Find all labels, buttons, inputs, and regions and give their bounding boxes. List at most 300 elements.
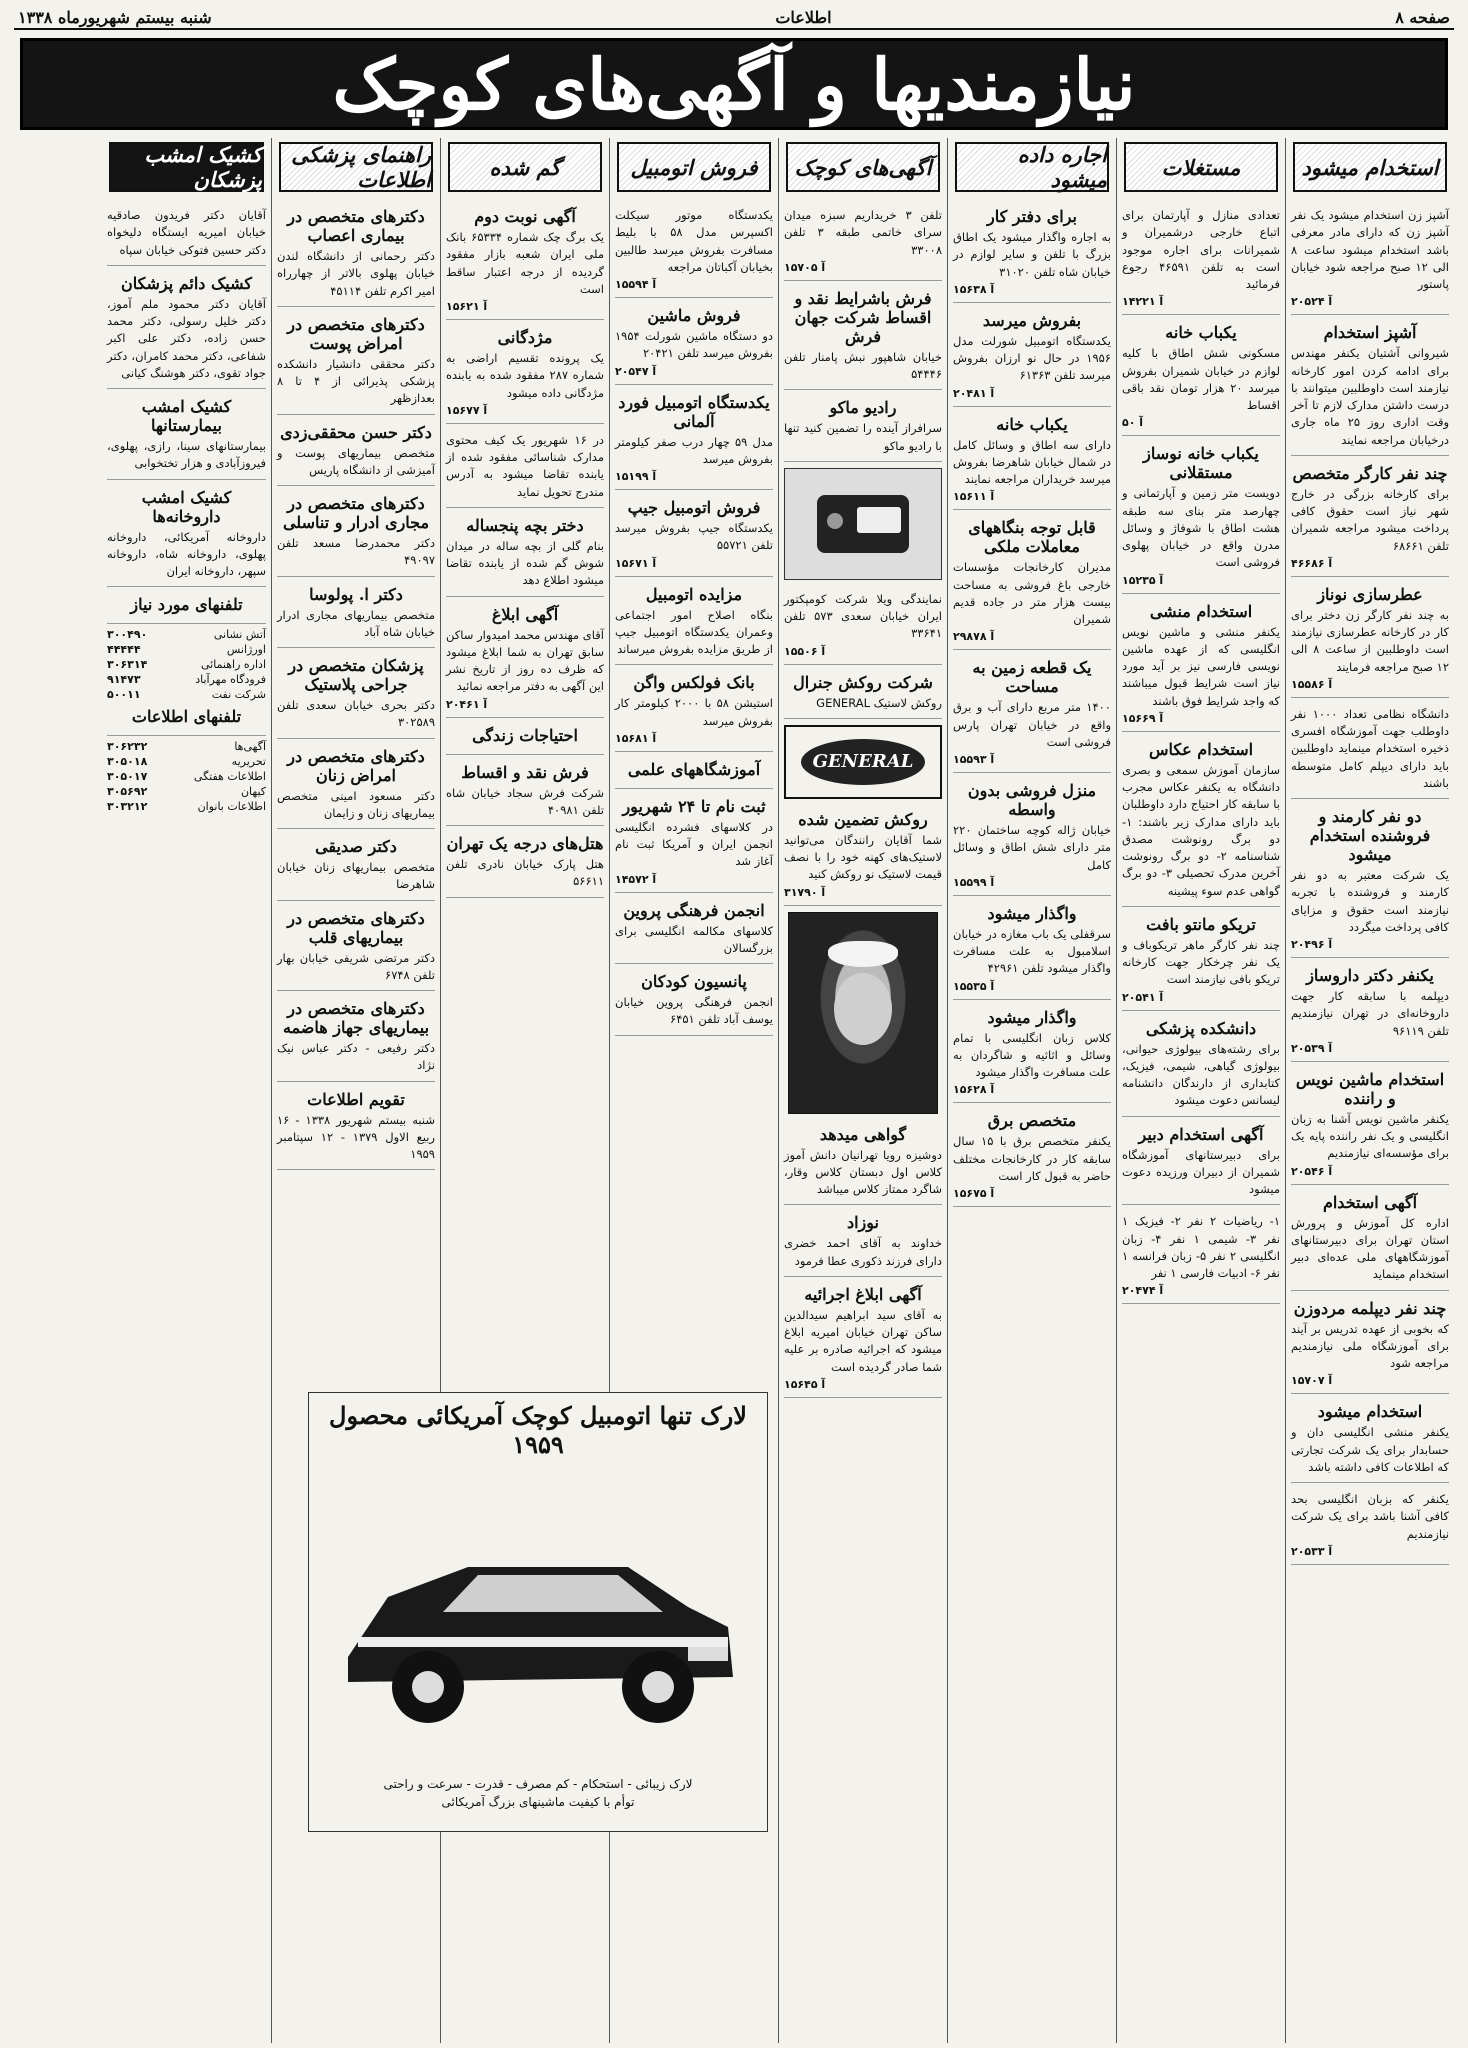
ad-item — [277, 742, 435, 830]
ad-item — [615, 301, 773, 385]
ad-item — [784, 1208, 942, 1277]
ad-item — [1291, 1188, 1449, 1291]
ad-body: دکتر مسعود امینی متخصص بیماریهای زنان و زایمان — [277, 788, 435, 820]
ad-item — [446, 202, 604, 320]
ad-title: دکتر ا. پولوسا — [309, 584, 403, 604]
ad-item — [615, 388, 773, 491]
column-night-clinics — [102, 138, 271, 2043]
ad-title: ثبت نام تا ۲۴ شهریور — [622, 796, 766, 816]
ad-title: مژدگانی — [497, 328, 553, 347]
ad-title: دختر بچه پنجساله — [466, 515, 584, 535]
ad-code: آ ۱۵۵۹۳ — [953, 753, 995, 766]
radio-dial — [857, 507, 901, 533]
ad-item — [615, 668, 773, 752]
ad-body: خیابان ژاله کوچه ساختمان ۲۲۰ متر دارای شش اطاق و وسائل کامل — [953, 823, 1111, 872]
ad-item — [1122, 910, 1280, 1011]
ad-body: شما آقایان رانندگان می‌توانید لاستیک‌های کهنه خود را با نصف قیمت لاستیک نو روکش کنید — [784, 832, 942, 882]
ad-title: پزشکان متخصص در جراحی پلاستیک — [288, 656, 424, 694]
car-illustration-icon — [328, 1467, 748, 1767]
ad-item — [1291, 701, 1449, 799]
ad-item — [615, 755, 773, 789]
ad-item — [277, 832, 435, 901]
ad-body: بنگاه اصلاح امور اجتماعی وعمران یکدستگاه اتومبیل جیپ از طریق مزایده بفروش میرساند — [615, 607, 773, 656]
ad-item — [1122, 439, 1280, 593]
column-heading: آگهی‌های کوچک — [786, 142, 940, 192]
ad-code: آ ۲۰۵۴۷ — [615, 364, 657, 378]
column-heading: مستغلات — [1124, 142, 1278, 192]
ad-item — [784, 284, 942, 391]
ad-item — [784, 393, 942, 462]
ad-body: ۱- ریاضیات ۲ نفر ۲- فیزیک ۱ نفر ۳- شیمی ۱ نفر ۴- زبان انگلیسی ۲ نفر ۵- زبان فرانسه ۱ نفر ۶- ادبیات فارسی ۱ نفر — [1122, 1214, 1280, 1280]
ad-code: آ ۱۵۶۲۸ — [953, 1083, 995, 1097]
ad-body: برای دبیرستانهای آموزشگاه شمیران از دبیران ورزیده دعوت میشود — [1122, 1147, 1280, 1196]
ad-item — [446, 721, 604, 755]
ad-title: هتل‌های درجه یک تهران — [446, 834, 604, 853]
ad-title: دو نفر کارمند و فروشنده استخدام میشود — [1309, 807, 1431, 864]
ad-title: یکباب خانه — [1165, 323, 1237, 343]
ad-code: آ ۲۰۴۸۱ — [953, 386, 995, 400]
ad-item — [277, 904, 435, 992]
ad-item — [277, 202, 435, 307]
ad-body: متخصص بیماریهای زنان خیابان شاهرضا — [277, 860, 435, 892]
ad-title: پانسیون کودکان — [641, 972, 747, 991]
ad-title: استخدام ماشین نویس و راننده — [1295, 1069, 1445, 1108]
ad-title: فرش نقد و اقساط — [461, 762, 589, 782]
ad-title: یک قطعه زمین به مساحت — [972, 658, 1092, 697]
ad-body: دکتر رفیعی - دکتر عباس نیک نژاد — [277, 1041, 435, 1073]
ad-body: آقای مهندس محمد امیدوار ساکن سابق تهران به شما ابلاغ میشود که ظرف ده روز از تاریخ نشر این آگهی به دفتر مراجعه نمائید — [446, 627, 604, 694]
ad-item — [107, 702, 266, 736]
ad-item — [615, 580, 773, 666]
car-ad-slogan: لارک زیبائی - استحکام - کم مصرف - قدرت - سرعت و راحتی — [383, 1777, 693, 1791]
ad-item — [953, 1106, 1111, 1207]
ad-item — [277, 489, 435, 577]
ad-body: داروخانه آمریکائی، داروخانه پهلوی، داروخانه شاه، داروخانه سپهر، داروخانه ایران — [107, 529, 266, 578]
ad-title: دکترهای متخصص در بیماریهای قلب — [287, 908, 425, 947]
ad-code: آ ۱۵۶۳۸ — [953, 282, 995, 296]
ad-title: قابل توجه بنگاههای معاملات ملکی — [968, 518, 1096, 557]
ad-title: دکترهای متخصص در امراض پوست — [287, 314, 425, 353]
column-small-ads — [778, 138, 947, 2043]
ad-title: شرکت روکش جنرال — [793, 672, 933, 692]
phone-number: ۳۰۵۰۱۸ — [107, 755, 148, 769]
phone-number: ۹۱۴۷۳ — [107, 673, 141, 687]
ad-body: دکتر رحمانی از دانشگاه لندن خیابان پهلوی بالاتر از چهارراه امیر اکرم تلفن ۴۵۱۱۴ — [277, 249, 435, 298]
ad-item — [1122, 735, 1280, 907]
ad-title: چند نفر کارگر متخصص — [1292, 463, 1448, 483]
ad-body: یکنفر متخصص برق با ۱۵ سال سابقه کار در کارخانجات مختلف حاضر به قبول کار است — [953, 1134, 1111, 1183]
ad-title: دکتر حسن محققی‌زدی — [280, 422, 432, 442]
ad-body: تعدادی منازل و آپارتمان برای اتباع خارجی درشمیران و شمیرانات برای اجاره موجود است به تلفن ۴۶۵۹۱ رجوع فرمائید — [1122, 208, 1280, 291]
ad-body: آشپز زن استخدام میشود یک نفر آشپز زن که دارای مادر معرفی باشد استخدام میشود ساعت ۸ الی ۱۲ صبح مراجعه شود خیابان پاستور — [1291, 208, 1449, 291]
phone-row — [107, 739, 266, 754]
ad-title: کشیک دائم پزشکان — [121, 273, 252, 293]
ad-code: آ ۲۰۴۷۴ — [1122, 1284, 1164, 1298]
ad-item — [277, 994, 435, 1082]
ad-body: دکتر مرتضی شریفی خیابان بهار تلفن ۶۷۴۸ — [277, 950, 435, 982]
ad-item — [1291, 459, 1449, 577]
radio-icon — [817, 495, 909, 553]
ad-title: کشیک امشب بیمارستانها — [141, 397, 232, 435]
ad-item — [1291, 202, 1449, 315]
phone-row — [107, 657, 266, 672]
ad-body: کلاسهای مکالمه انگلیسی برای بزرگسالان — [615, 923, 773, 955]
ad-item — [615, 896, 773, 965]
phones-info-table — [107, 739, 266, 814]
section-banner — [20, 38, 1448, 130]
ad-title: دانشکده پزشکی — [1145, 1018, 1257, 1038]
ad-body: کلاس زبان انگلیسی با تمام وسائل و اثاثیه و شاگردان به علت مسافرت واگذار میشود — [953, 1030, 1111, 1079]
ad-title: برای دفتر کار — [986, 207, 1078, 226]
ad-title: تلفنهای مورد نیاز — [130, 595, 243, 615]
ad-item — [446, 323, 604, 424]
ad-body: دانشگاه نظامی تعداد ۱۰۰۰ نفر داوطلب جهت آموزشگاه افسری ذخیره استخدام مینماید داوطلبین باید دارای دیپلم کامل متوسطه باشند — [1291, 706, 1449, 790]
ad-body: دکتر محققی دانشیار دانشکده پزشکی پذیرائی از ۴ تا ۸ بعدازظهر — [277, 356, 435, 406]
ad-code: آ ۲۰۵۴۶ — [1291, 1164, 1333, 1178]
ad-body: برای رشته‌های بیولوژی حیوانی، بیولوژی گیاهی، شیمی، فیزیک، کتابداری از دارندگان دانشنامه لیسانس دعوت میشود — [1122, 1041, 1280, 1108]
masthead — [14, 6, 1454, 30]
ad-item — [1122, 1120, 1280, 1206]
ad-title: استخدام منشی — [1149, 601, 1253, 621]
ad-code: آ ۵۰ — [1122, 416, 1144, 430]
ad-item — [1291, 318, 1449, 456]
ad-item — [1291, 961, 1449, 1062]
ad-item — [615, 493, 773, 577]
ad-body: سرقفلی یک باب مغازه در خیابان اسلامبول به علت مسافرت واگذار میشود تلفن ۴۲۹۶۱ — [953, 926, 1111, 976]
ad-title: آموزشگاههای علمی — [627, 759, 761, 779]
phone-label: اطلاعات بانوان — [197, 800, 266, 814]
ad-item — [784, 1120, 942, 1206]
ad-title: تقویم اطلاعات — [307, 1089, 405, 1109]
phone-row — [107, 769, 266, 784]
ad-item — [107, 392, 266, 480]
ad-code: آ ۲۰۴۹۶ — [1291, 938, 1333, 951]
date-line: شنبه بیستم شهریورماه ۱۳۳۸ — [18, 7, 212, 27]
ad-item — [1122, 202, 1280, 315]
column-heading: راهنمای پزشکی اطلاعات — [279, 142, 433, 192]
ad-body: انجمن فرهنگی پروین خیابان یوسف آباد تلفن ۶۴۵۱ — [615, 995, 773, 1027]
ad-item — [784, 805, 942, 906]
ad-body: روکش لاستیک GENERAL — [816, 695, 942, 710]
page-label: صفحه ۸ — [1395, 7, 1450, 27]
ad-title: بانک فولکس واگن — [633, 673, 755, 693]
ad-code: آ ۱۵۵۳۵ — [953, 979, 995, 993]
ad-title: یکنفر دکتر داروساز — [1306, 966, 1434, 985]
ad-item — [277, 418, 435, 487]
column-property — [1116, 138, 1285, 2043]
ad-body: دکتر محمدرضا مسعد تلفن ۴۹۰۹۷ — [277, 536, 435, 568]
phone-row — [107, 627, 266, 642]
ad-code: آ ۱۵۶۸۱ — [615, 731, 657, 745]
ad-body: مدیران کارخانجات مؤسسات خارجی باغ فروشی به مساحت بیست هزار متر در جاده قدیم شمیران — [953, 560, 1111, 626]
ad-title: آگهی استخدام دبیر — [1138, 1124, 1264, 1144]
ad-body: که بخوبی از عهده تدریس بر آیند برای آموزشگاه ملی نیازمندیم مراجعه شود — [1291, 1321, 1449, 1370]
ad-item — [953, 653, 1111, 773]
phone-label: کیهان — [240, 785, 266, 799]
ad-item — [277, 580, 435, 649]
ad-item — [1122, 1014, 1280, 1117]
ad-title: دکترهای متخصص در امراض زنان — [287, 746, 425, 785]
ad-body: یکدستگاه اتومبیل شورلت مدل ۱۹۵۶ در حال نو ارزان بفروش میرسد تلفن ۶۱۳۶۳ — [953, 333, 1111, 383]
ad-code: آ ۱۵۶۷۵ — [953, 1187, 995, 1200]
ad-title: دکترهای متخصص در مجاری ادرار و تناسلی — [282, 494, 430, 532]
portrait-photo — [788, 912, 938, 1114]
ad-title: یکباب خانه نوساز مستقلانی — [1143, 444, 1259, 483]
ad-item — [446, 427, 604, 508]
column-heading: فروش اتومبیل — [617, 142, 771, 192]
ad-title: گواهی میدهد — [819, 1124, 907, 1144]
ad-body: یکنفر که بزبان انگلیسی بحد کافی آشنا باشد برای یک شرکت نیازمندیم — [1291, 1492, 1449, 1541]
ad-title: فرش باشرایط نقد و اقساط شرکت جهان فرش — [794, 288, 932, 346]
ad-title: آگهی ابلاغ اجرائیه — [804, 1284, 922, 1304]
ad-item — [1291, 1397, 1449, 1483]
paper-name: اطلاعات — [775, 7, 832, 27]
phone-number: ۳۰۰۴۹۰ — [107, 628, 148, 642]
phone-number: ۳۰۶۳۱۴ — [107, 658, 148, 672]
phone-label: فرودگاه مهرآباد — [195, 673, 266, 687]
phone-number: ۳۰۳۲۱۲ — [107, 800, 148, 814]
ad-body: یک شرکت معتبر به دو نفر کارمند و فروشنده با تجربه نیازمند است حقوق و مزایای کافی پرداخت میگردد — [1291, 868, 1449, 934]
ad-item — [1122, 1208, 1280, 1304]
ad-code: آ ۱۵۵۸۶ — [1291, 677, 1333, 691]
ad-body: یکنفر منشی و ماشین نویس انگلیسی که از عهده ماشین نویسی فارسی نیز بر آید مورد نیاز است شرایط قبول میباشند که واجد شرایط فوق باشند — [1122, 624, 1280, 708]
ad-body: دوشیزه رویا تهرانیان دانش آموز کلاس اول دبستان کلاس وقار، شاگرد ممتاز کلاس میباشد — [784, 1147, 942, 1196]
ad-title: نوزاد — [846, 1213, 879, 1233]
ad-item — [277, 651, 435, 739]
ad-item — [1291, 1065, 1449, 1185]
portrait-hair-bow — [828, 941, 898, 967]
ad-code: آ ۱۵۲۳۵ — [1122, 573, 1164, 587]
ad-body: شنبه بیستم شهریور ۱۳۳۸ - ۱۶ ربیع الاول ۱۳۷۹ - ۱۲ سپتامبر ۱۹۵۹ — [277, 1112, 435, 1161]
column-employment — [1285, 138, 1454, 2043]
ad-code: آ ۱۵۵۰۶ — [784, 644, 826, 658]
ad-title: واگذار میشود — [987, 1007, 1077, 1027]
ad-body: در کلاسهای فشرده انگلیسی انجمن ایران و آمریکا ثبت نام آغاز شد — [615, 819, 773, 869]
ad-body: یک پرونده تقسیم اراضی به شماره ۲۸۷ مفقود شده به یابنده مژدگانی داده میشود — [446, 351, 604, 400]
ad-code: آ ۲۰۵۳۹ — [1291, 1041, 1333, 1055]
ad-code: آ ۱۵۵۹۴ — [615, 278, 657, 291]
ad-code: آ ۱۴۲۲۱ — [1122, 295, 1164, 309]
ad-title: کشیک امشب داروخانه‌ها — [141, 487, 232, 526]
ad-title: دکترهای متخصص در بیماریهای جهاز هاضمه — [282, 999, 430, 1037]
column-rentals — [947, 138, 1116, 2043]
ad-title: واگذار میشود — [987, 903, 1077, 923]
ad-body: سرافراز آینده را تضمین کنید تنها با رادیو ماکو — [784, 421, 942, 453]
ad-body: دکتر بحری خیابان سعدی تلفن ۳۰۲۵۸۹ — [277, 698, 435, 730]
column-heading: کشیک امشب پزشکان — [109, 142, 264, 192]
ad-body: شیروانی آشتیان یکنفر مهندس برای ادامه کردن امور کارخانه نیازمند است داوطلبین میتوانند با درست داشتن مدارک لازم تا آخر وقت اداری روز ۲۵ ماه جاری درخیابان مراجعه نمایند — [1291, 346, 1449, 447]
ad-body: دارای سه اطاق و وسائل کامل در شمال خیابان شاهرضا بفروش میرسد خریداران مراجعه نمایند — [953, 437, 1111, 486]
ad-title: استخدام میشود — [1317, 1402, 1423, 1422]
ad-title: تلفنهای اطلاعات — [131, 707, 242, 727]
ad-code: آ ۱۵۱۹۹ — [615, 470, 657, 483]
car-ad-footer: توأم با کیفیت ماشینهای بزرگ آمریکائی — [441, 1795, 635, 1809]
ad-item — [107, 590, 266, 624]
ad-body: برای کارخانه بزرگی در خارج شهر نیاز است حقوق کافی پرداخت میشود مراجعه شمیران تلفن ۶۸۶۶۱ — [1291, 486, 1449, 553]
ad-item — [784, 668, 942, 719]
ad-body: خداوند به آقای احمد خضری دارای فرزند ذکوری عطا فرمود — [784, 1236, 942, 1268]
ad-title: عطرسازی نوناز — [1317, 584, 1423, 604]
ad-title: یکدستگاه اتومبیل فورد آلمانی — [618, 392, 770, 431]
ad-item — [277, 1085, 435, 1171]
ad-body: یکنفر ماشین نویس آشنا به زبان انگلیسی و یک نفر راننده پایه یک برای مؤسسه‌ای نیازمندیم — [1291, 1111, 1449, 1161]
ad-title: چند نفر دیپلمه مردوزن — [1293, 1298, 1447, 1318]
ad-item — [953, 1003, 1111, 1104]
ad-body: تلفن ۳ خریداریم سبزه میدان سرای خاتمی طبقه ۳ تلفن ۳۳۰۰۸ — [784, 208, 942, 257]
ad-title: بفروش میرسد — [982, 310, 1082, 330]
general-tire-logo — [784, 725, 942, 799]
ad-code: آ ۱۵۶۱۱ — [953, 490, 995, 504]
ad-body: دویست متر زمین و آپارتمانی و چهارصد متر بنای سه طبقه هشت اطاق با شوفاژ و وسائل مدرن واقع در خیابان پهلوی فروشی است — [1122, 486, 1280, 570]
ad-code: آ ۲۰۵۳۳ — [1291, 1544, 1333, 1558]
ad-body: یکنفر منشی انگلیسی دان و حسابدار برای یک شرکت تجارتی که اطلاعات کافی داشته باشد — [1291, 1425, 1449, 1474]
phone-row — [107, 687, 266, 702]
radio-ad-image — [784, 468, 942, 580]
ad-title: آگهی استخدام — [1322, 1192, 1418, 1212]
radio-knob — [827, 513, 843, 529]
ad-body: متخصص بیماریهای پوست و آمیزشی از دانشگاه پاریس — [277, 445, 435, 477]
ad-code: آ ۱۵۷۰۵ — [784, 260, 826, 274]
ad-item — [953, 202, 1111, 303]
ad-body: اداره کل آموزش و پرورش استان تهران برای دبیرستانهای آموزشگاههای ملی عده‌ای دبیر استخدام مینماید — [1291, 1215, 1449, 1282]
general-logo-icon: GENERAL — [801, 739, 925, 785]
ad-item — [953, 306, 1111, 407]
ad-title: روکش تضمین شده — [798, 809, 928, 829]
column-heading: اجاره داده میشود — [955, 142, 1109, 192]
ad-body: شرکت فرش سجاد خیابان شاه تلفن ۴۰۹۸۱ — [446, 785, 604, 817]
ad-title: دکترهای متخصص در بیماری اعصاب — [287, 207, 425, 245]
ad-item — [615, 202, 773, 298]
ad-code: آ ۱۵۶۴۵ — [784, 1377, 826, 1391]
ad-item — [784, 202, 942, 281]
ad-body: مسکونی شش اطاق با کلیه لوازم در خیابان شمیران بفروش میرسد ۲۰ هزار تومان نقد باقی اقساط — [1122, 346, 1281, 412]
ad-body: دو دستگاه ماشین شورلت ۱۹۵۴ بفروش میرسد تلفن ۲۰۴۲۱ — [615, 329, 773, 361]
ad-body: دیپلمه با سابقه کار جهت داروخانه‌ای در تهران نیازمندیم تلفن ۹۶۱۱۹ — [1291, 989, 1449, 1038]
ad-item — [1291, 802, 1449, 958]
ad-title: منزل فروشی بدون واسطه — [967, 781, 1097, 819]
phone-number: ۳۰۶۲۳۲ — [107, 740, 148, 754]
ad-item — [107, 202, 266, 266]
ad-title: یکباب خانه — [996, 414, 1068, 434]
ad-body: مدل ۵۹ چهار درب صفر کیلومتر بفروش میرسد — [615, 434, 773, 466]
ad-title: آشپز استخدام — [1323, 323, 1417, 343]
ad-code: آ ۴۶۶۸۶ — [1291, 556, 1333, 570]
phone-label: اورژانس — [226, 643, 266, 657]
ad-code: آ ۲۰۵۴۱ — [1122, 990, 1164, 1004]
phone-row — [107, 642, 266, 657]
phone-label: اداره راهنمائی — [200, 658, 266, 672]
phone-label: تحریریه — [231, 755, 266, 769]
ad-body: یکدستگاه موتور سیکلت اکسپرس مدل ۵۸ با بلیط مسافرت بفروش میرسد طالبین بخیابان آکباتان مراجعه — [615, 208, 773, 274]
ad-body: هتل پارک خیابان نادری تلفن ۵۶۶۱۱ — [446, 857, 604, 889]
ad-body: آقایان دکتر فریدون صادقیه خیابان امیریه ایستگاه دلیخواه دکتر حسین فتوکی خیابان سپاه — [107, 208, 266, 257]
ad-item — [446, 600, 604, 718]
ad-body: در ۱۶ شهریور یک کیف محتوی مدارک شناسائی مفقود شده از یابنده تقاضا میشود به آدرس مندرج تحویل نماید — [446, 432, 604, 499]
ad-item — [784, 1280, 942, 1398]
phone-number: ۵۰۰۱۱ — [107, 688, 141, 702]
ad-code: آ ۱۵۷۰۷ — [1291, 1374, 1333, 1388]
ad-body: ۱۴۰۰ متر مربع دارای آب و برق واقع در خیابان تهران پارس فروشی است — [953, 700, 1111, 749]
ad-title: انجمن فرهنگی پروین — [623, 900, 765, 920]
ad-body: به چند نفر کارگر زن دختر برای کار در کارخانه عطرسازی نیازمند است داوطلبین از ساعت ۸ الی ۱۲ صبح مراجعه فرمایند — [1291, 607, 1449, 674]
ad-item — [784, 586, 942, 665]
ad-title: استخدام عکاس — [1148, 739, 1254, 759]
ad-item — [1291, 580, 1449, 698]
ad-body: سازمان آموزش سمعی و بصری دانشگاه به یکنفر عکاس مجرب با سابقه کار احتیاج دارد داوطلبان باید دارای مدارک زیر باشند: ۱- دو برگ رونوشت مصدق شناسنامه ۲- دو برگ رونوشت آخرین مدرک تحصیلی ۳- دو برگ گواهی عدم سوء پیشینه — [1122, 762, 1280, 898]
ad-body: یکدستگاه جیپ بفروش میرسد تلفن ۵۵۷۲۱ — [615, 521, 773, 553]
ad-body: به اجاره واگذار میشود یک اطاق بزرگ با تلفن و سایر لوازم در خیابان شاه تلفن ۳۱۰۲۰ — [953, 230, 1111, 279]
ad-title: متخصص برق — [987, 1111, 1077, 1131]
ad-code: آ ۲۰۴۶۱ — [446, 697, 488, 711]
car-ad-headline: لارک تنها اتومبیل کوچک آمریکائی محصول ۱۹۵۹ — [329, 1401, 747, 1459]
column-heading: گم شده — [448, 142, 602, 192]
ad-title: آگهی نوبت دوم — [474, 207, 576, 226]
ad-item — [1291, 1486, 1449, 1565]
ad-item — [953, 899, 1111, 1000]
ad-item — [446, 758, 604, 827]
ad-title: تریکو مانتو بافت — [1146, 914, 1256, 934]
ad-code: آ ۱۵۶۲۱ — [446, 300, 488, 313]
column-heading: استخدام میشود — [1293, 142, 1447, 192]
ad-code: آ ۱۵۵۹۹ — [953, 875, 995, 889]
ad-item — [1122, 318, 1280, 436]
phone-row — [107, 799, 266, 814]
ad-title: فروش ماشین — [647, 306, 741, 325]
ad-title: مزایده اتومبیل — [645, 584, 743, 604]
ad-item — [1291, 1294, 1449, 1395]
ad-code: آ ۱۴۵۷۲ — [615, 872, 657, 886]
ad-body: بیمارستانهای سینا، رازی، پهلوی، فیروزآبادی و هزار تختخوابی — [107, 439, 266, 471]
ad-title: فروش اتومبیل جیپ — [627, 498, 761, 517]
phone-label: آتش نشانی — [213, 628, 266, 642]
ad-item — [446, 829, 604, 898]
phone-label: اطلاعات هفتگی — [193, 770, 266, 784]
ad-title: رادیو ماکو — [829, 398, 897, 418]
phone-number: ۳۰۵۶۹۲ — [107, 785, 148, 799]
ad-item — [1122, 597, 1280, 732]
ad-code: آ ۳۱۷۹۰ — [784, 885, 826, 899]
ad-code: آ ۱۵۶۷۷ — [446, 403, 488, 417]
phone-row — [107, 784, 266, 799]
lark-car-advertisement — [308, 1392, 768, 1832]
ad-title: دکتر صدیقی — [315, 837, 397, 856]
phone-number: ۴۴۴۴۴ — [107, 643, 141, 657]
portrait-face — [834, 973, 892, 1045]
ad-item — [107, 269, 266, 389]
phones-needed-table — [107, 627, 266, 702]
ad-body: به آقای سید ابراهیم سیدالدین ساکن تهران خیابان امیریه ابلاغ میشود که اجرائیه صادره بر علیه شما صادر گردیده است — [784, 1307, 942, 1374]
ad-item — [446, 511, 604, 597]
ad-body: آقایان دکتر محمود ملم آموز، دکتر خلیل رسولی، دکتر محمد حسن زاده، دکتر علی اکبر شفاعی، دکتر محمد کامران، دکتر جواد تقوی، دکتر هوشنگ کیانی — [107, 296, 266, 380]
ad-body: چند نفر کارگر ماهر تریکوباف و یک نفر چرخکار جهت کارخانه تریکو بافی نیازمند است — [1122, 937, 1280, 987]
ad-body: یک برگ چک شماره ۶۵۳۳۴ بانک ملی ایران شعبه بازار مفقود گردیده از درجه اعتبار ساقط است — [446, 230, 604, 296]
ad-item — [953, 513, 1111, 650]
ad-body: متخصص بیماریهای مجاری ادرار خیابان شاه آباد — [277, 607, 435, 639]
ad-body: استیشن ۵۸ با ۲۰۰۰ کیلومتر کار بفروش میرسد — [615, 696, 773, 728]
ad-item — [615, 792, 773, 893]
ad-item — [953, 410, 1111, 511]
ad-title: آگهی ابلاغ — [491, 604, 559, 624]
ad-body: خیابان شاهپور نبش پامنار تلفن ۵۴۴۴۶ — [784, 349, 942, 381]
ad-code: آ ۲۰۵۲۴ — [1291, 295, 1333, 309]
phone-row — [107, 754, 266, 769]
ad-code: آ ۱۵۶۷۱ — [615, 556, 657, 570]
ad-item — [277, 310, 435, 415]
phone-label: شرکت نفت — [211, 688, 266, 702]
phone-row — [107, 672, 266, 687]
ad-item — [953, 776, 1111, 896]
ad-code: آ ۱۵۶۶۹ — [1122, 711, 1164, 725]
